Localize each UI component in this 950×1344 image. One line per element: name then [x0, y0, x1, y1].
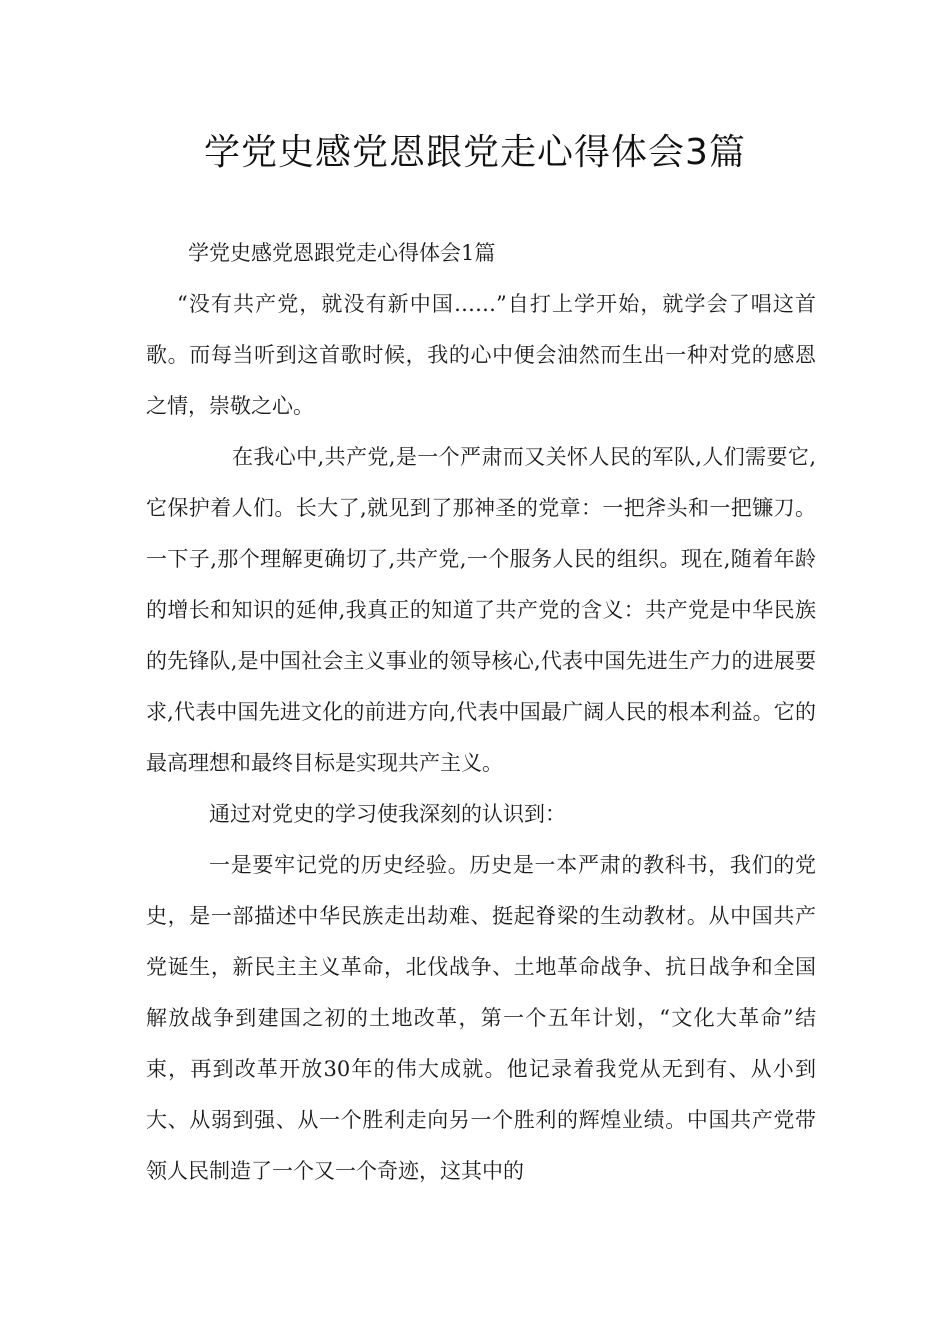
paragraph-3: 通过对党史的学习使我深刻的认识到：: [209, 802, 566, 826]
paragraph-2: 在我心中,共产党,是一个严肃而又关怀人民的军队,人们需要它,它保护着人们。长大了,就见到了那神圣的党章：一把斧头和一把镰刀。一下子,那个理解更确切了,共产党,一个服务人民的组织。现在,随着年龄的增长和知识的延伸,我真正的知道了共产党的含义：共产党是中华民族的先锋队,是中国社会主义事业的领导核心,代表中国先进生产力的进展要求,代表中国先进文化的前进方向,代表中国最广阔人民的根本利益。它的最高理想和最终目标是实现共产主义。: [146, 445, 816, 775]
section-heading: 学党史感党恩跟党走心得体会1篇: [188, 241, 496, 265]
document-title: 学党史感党恩跟党走心得体会3篇: [204, 132, 746, 173]
paragraph-1: “没有共产党，就没有新中国……”自打上学开始，就学会了唱这首歌。而每当听到这首歌时候，我的心中便会油然而生出一种对党的感恩之情，崇敬之心。: [146, 292, 816, 418]
paragraph-4: 一是要牢记党的历史经验。历史是一本严肃的教科书，我们的党史，是一部描述中华民族走出劫难、挺起脊梁的生动教材。从中国共产党诞生，新民主主义革命，北伐战争、土地革命战争、抗日战争和全国解放战争到建国之初的土地改革，第一个五年计划，“文化大革命”结束，再到改革开放30年的伟大成就。他记录着我党从无到有、从小到大、从弱到强、从一个胜利走向另一个胜利的辉煌业绩。中国共产党带领人民制造了一个又一个奇迹，这其中的: [146, 853, 816, 1183]
document-body: [146, 228, 816, 1197]
